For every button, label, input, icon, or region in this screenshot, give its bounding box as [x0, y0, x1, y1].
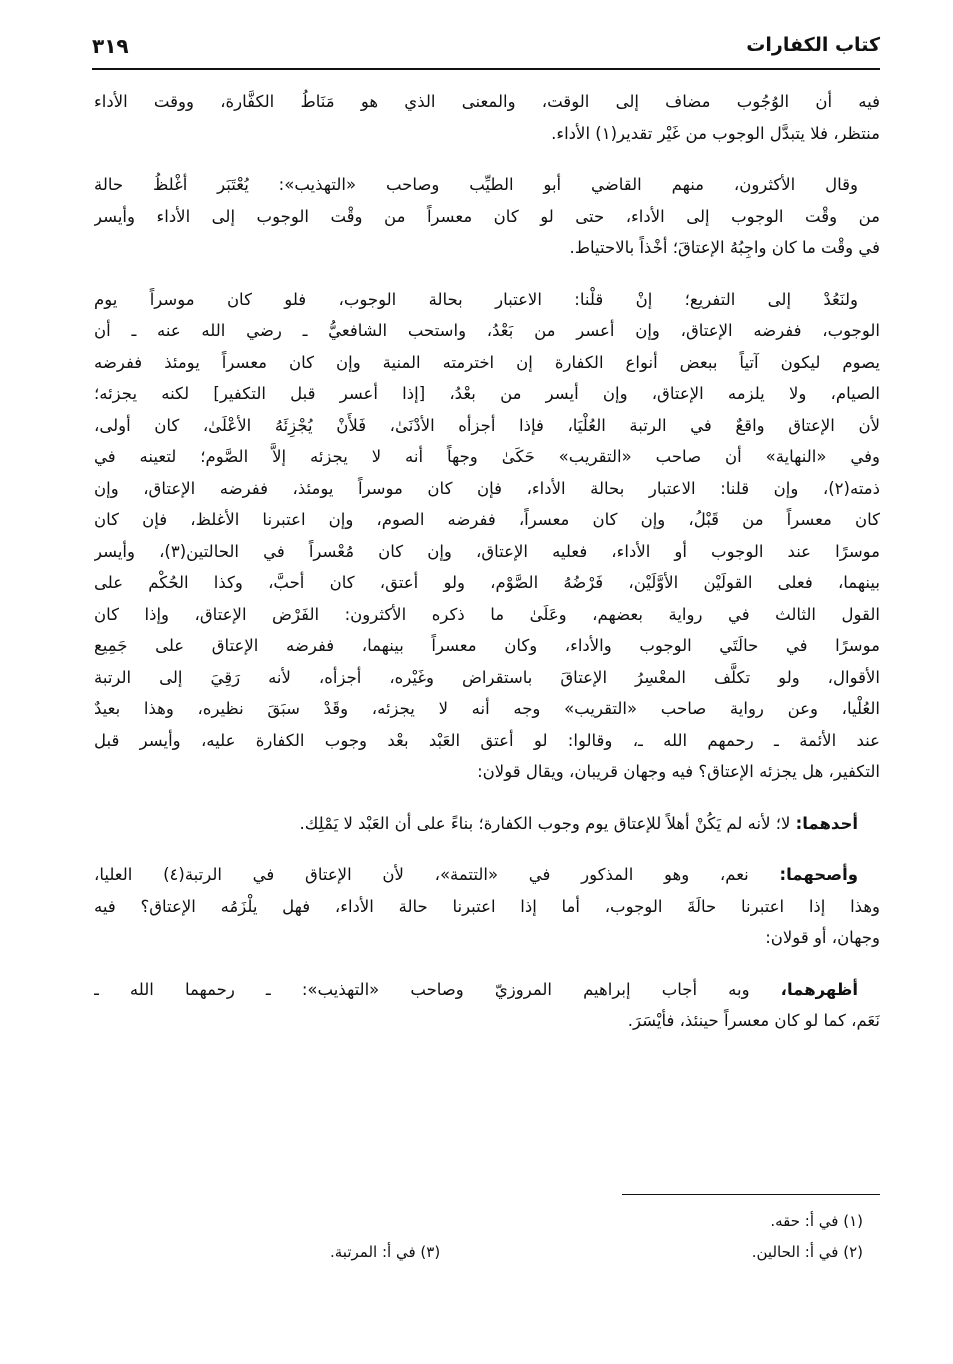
text-line [94, 378, 880, 410]
footnote-2: (٢) في أ: الحالين. [751, 1243, 863, 1261]
line-text: كان معسراً من قَبْلُ، وإن كان معسراً، ففرضه الصوم، وإن اعتبرنا الأغلظ، فإن كان [94, 510, 880, 529]
line-text: موسرًا عند الوجوب أو الأداء، فعليه الإعتاق، وإن كان مُعْسراً في الحالتين(٣)، وأيسر [94, 541, 880, 561]
line-text: يصوم ليكون آتياً ببعض أنواع الكفارة إن اخترمته المنية وإن كان معسراً يومئذ ففرضه [94, 352, 880, 372]
paragraph [94, 859, 880, 954]
line-text: نَعَم، كما لو كان معسراً حينئذ، فأيْسَرَ. [627, 1011, 880, 1030]
running-header [92, 30, 880, 70]
text-line [94, 410, 880, 442]
line-text: وقال الأكثرون، منهم القاضي أبو الطيِّب وصاحب «التهذيب»: يُعْتَبَر أغْلظُ حالة [94, 175, 858, 194]
paragraph [94, 169, 880, 264]
text-line [94, 567, 880, 599]
line-text: العُلْيا، وعن رواية صاحب «التقريب» وجه أنه لا يجزئه، وقَدْ سبَقَ نظيره، وهذا بعيدٌ [94, 699, 880, 718]
line-text: موسرًا في حالَتَي الوجوب والأداء، وكان معسراً بينهما، ففرضه الإعتاق على جَمِيع [94, 636, 880, 655]
line-text: وبه أجاب إبراهيم المروزيّ وصاحب «التهذيب»: ـ رحمهما الله ـ [94, 979, 750, 999]
paragraph [94, 284, 880, 788]
lead-term: أظهرهما، [780, 979, 858, 999]
line-text: الوجوب، ففرضه الإعتاق، وإن أعسر من بَعْدُ، واستحب الشافعيُّ ـ رضي الله عنه ـ أن [94, 321, 880, 340]
text-line [94, 693, 880, 725]
paragraph [94, 974, 880, 1037]
line-text: فيه أن الوُجُوب مضاف إلى الوقت، والمعنى الذي هو مَنَاطُ الكفَّارة، ووقت الأداء [94, 92, 880, 111]
text-line [94, 169, 880, 201]
line-text: التكفير، هل يجزئه الإعتاق؟ فيه وجهان قريبان، ويقال قولان: [477, 762, 880, 781]
text-line [94, 1005, 880, 1037]
text-line [94, 808, 880, 840]
text-line [94, 232, 880, 264]
footnotes [752, 1206, 863, 1268]
text-line [94, 284, 880, 316]
line-text: بينهما، فعلى القولَيْن الأوَّلَيْن، فَرْضُهُ الصَّوْم، ولو أعتق، كان أحبَّ، وكذا الحُكْم على [94, 573, 880, 592]
line-text: وهذا إذا اعتبرنا حالَةَ الوجوب، أما إذا اعتبرنا حالة الأداء، فهل يلْزَمُه الإعتاق؟ فيه [94, 896, 880, 916]
text-line [94, 473, 880, 505]
line-text: نعم، وهو المذكور في «التتمة»، لأن الإعتاق في الرتبة(٤) العليا، [94, 865, 749, 884]
text-line [94, 891, 880, 923]
text-line [94, 662, 880, 694]
chapter-title: كتاب الكفارات [746, 34, 880, 56]
text-line [94, 315, 880, 347]
line-text: عند الأئمة ـ رحمهم الله ـ، وقالوا: لو أعتق العَبْد بعْد وجوب الكفارة عليه، وأيسر قبل [94, 730, 880, 750]
lead-term: وأصحهما: [779, 865, 858, 884]
text-line [94, 859, 880, 891]
text-line [94, 536, 880, 568]
text-line [94, 201, 880, 233]
text-line [94, 630, 880, 662]
line-text: ذمته(٢)، وإن قلنا: الاعتبار بحالة الأداء، فإن كان موسراً يومئذ، ففرضه الإعتاق، وإن [94, 478, 880, 498]
line-text: وجهان، أو قولان: [765, 928, 880, 947]
text-line [94, 599, 880, 631]
text-line [94, 756, 880, 788]
paragraph [94, 86, 880, 149]
line-text: لأن الإعتاق واقعٌ في الرتبة العُلْيَا، فإذا أجزأه الأدْنَىٰ، فَلأَنْ يُجْزِئَهُ الأعْلَىٰ، كان أولى، [94, 415, 880, 435]
text-line [94, 504, 880, 536]
main-text [94, 86, 880, 1057]
paragraph [94, 808, 880, 840]
footnote-3: (٣) في أ: المرتبة. [330, 1243, 441, 1261]
text-line [94, 441, 880, 473]
footnote-divider [622, 1194, 880, 1195]
line-text: من وقْت الوجوب إلى الأداء، حتى لو كان معسراً من وقْت الوجوب إلى الأداء وأيسر [94, 206, 880, 226]
line-text: الصيام، ولا يلزمه الإعتاق، وإن أيسر من بعْدُ، [إذا أعسر قبل التكفير] لكنه يجزئه؛ [94, 384, 880, 403]
footnote-1: (١) في أ: حقه. [770, 1212, 863, 1230]
line-text: منتظر، فلا يتبدَّل الوجوب من غَيْر تقدير(١) الأداء. [551, 123, 880, 143]
line-text: الأقوال، ولو تكلَّف المعْسِرُ الإعتاقَ باستقراض وغَيْره، أجزأه، لأنه رَقِيَ إلى الرتبة [94, 667, 880, 687]
line-text: في وقْت ما كان واجِبُهُ الإعتاقَ؛ أخْذاً بالاحتياط. [569, 238, 880, 257]
lead-term: أحدهما: [795, 813, 858, 833]
text-line [94, 347, 880, 379]
line-text: ولنَعُدْ إلى التفريع؛ إنْ قلْنا: الاعتبار بحالة الوجوب، فلو كان موسراً يوم [94, 289, 858, 309]
text-line [94, 974, 880, 1006]
page-number: ٣١٩ [92, 34, 129, 58]
line-text: لا؛ لأنه لم يَكُنْ أهلاً للإعتاق يوم وجوب الكفارة؛ بناءً على أن العَبْد لا يَمْلِك. [299, 813, 791, 833]
text-line [94, 922, 880, 954]
text-line [94, 118, 880, 150]
text-line [94, 725, 880, 757]
line-text: وفي «النهاية» أن صاحب «التقريب» حَكَىٰ وجهاً أنه لا يجزئه إلاَّ الصَّوم؛ لتعينه في [94, 447, 880, 466]
line-text: القول الثالث في رواية بعضهم، وعَلَىٰ ما ذكره الأكثرون: الفَرْض الإعتاق، وإذا كان [94, 604, 880, 624]
text-line [94, 86, 880, 118]
